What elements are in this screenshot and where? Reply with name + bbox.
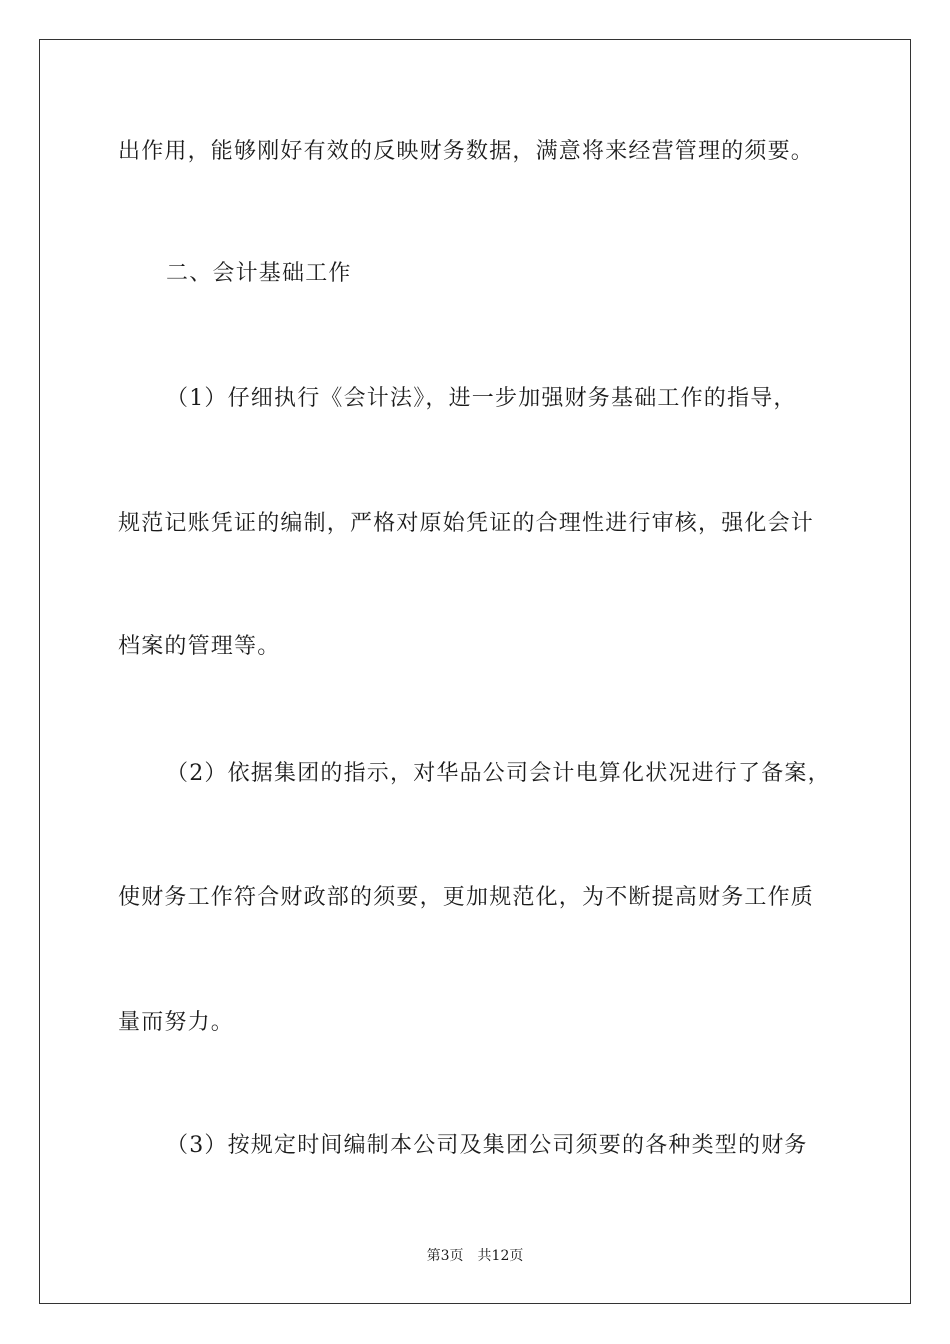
page-number-total: 共12页 bbox=[477, 1248, 524, 1264]
text-line-1: 出作用，能够刚好有效的反映财务数据，满意将来经营管理的须要。 bbox=[118, 139, 815, 164]
page-border bbox=[39, 39, 911, 1304]
text-line-5: 档案的管理等。 bbox=[118, 634, 281, 659]
text-line-8: 量而努力。 bbox=[118, 1010, 235, 1035]
text-line-9: （3）按规定时间编制本公司及集团公司须要的各种类型的财务 bbox=[166, 1133, 808, 1158]
page-footer bbox=[0, 1246, 950, 1266]
page-number-current: 第3页 bbox=[426, 1248, 464, 1264]
text-line-3: （1）仔细执行《会计法》，进一步加强财务基础工作的指导， bbox=[166, 386, 797, 411]
text-line-7: 使财务工作符合财政部的须要，更加规范化，为不断提高财务工作质 bbox=[118, 885, 815, 910]
section-heading: 二、会计基础工作 bbox=[166, 261, 352, 286]
text-line-4: 规范记账凭证的编制，严格对原始凭证的合理性进行审核，强化会计 bbox=[118, 511, 815, 536]
text-line-6: （2）依据集团的指示，对华品公司会计电算化状况进行了备案， bbox=[166, 761, 831, 786]
